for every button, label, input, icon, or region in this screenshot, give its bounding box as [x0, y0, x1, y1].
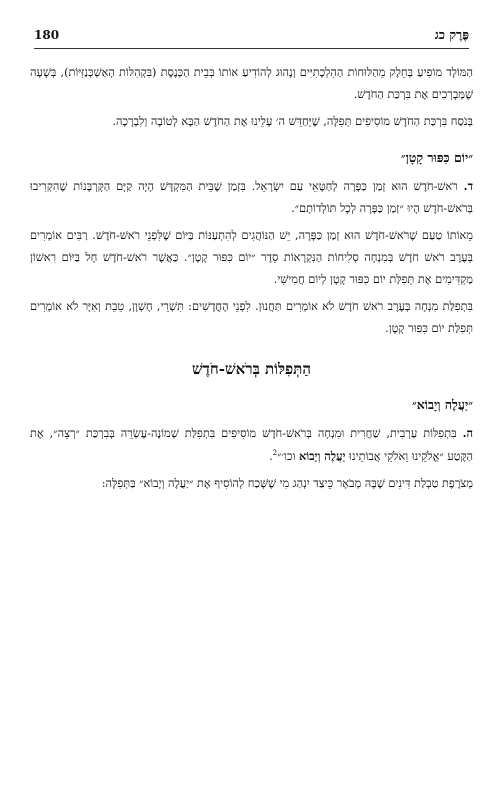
- paragraph-birkat-hachodesh: בְּנֹסַח בִּרְכַּת הַחֹדֶשׁ מוֹסִיפִים תְּפִלָּה, שֶׁיְּחַדֵּשׁ ה׳ עָלֵינוּ אֶת הַחֹדֶשׁ הַבָּא לְטוֹבָה וְלִבְרָכָה.: [112, 115, 473, 128]
- paragraph-period: .: [269, 450, 273, 463]
- paragraph-molad: הַמּוֹלָד מוֹפִיעַ בְּחֵלֶק מֵהַלּוּחוֹת הַהִלְכָתִיִּים וְנָהוּג לְהוֹדִיעַ אוֹתוֹ בְּבֵית הַכְּנֶסֶת (בִּקְהִלּוֹת הָאַשְׁכְּנַזִּיּוֹת), בְּשָׁעָה שֶׁמְּבָרְכִים אֶת בִּרְכַּת הַחֹדֶשׁ.: [30, 66, 473, 101]
- chapter-section-heading: הַתְּפִלּוֹת בְּרֹאשׁ-חֹדֶשׁ: [192, 360, 311, 378]
- paragraph-text: רֹאשׁ-חֹדֶשׁ הוּא זְמַן כַּפָּרָה לְחַטָּאֵי עַם יִשְׂרָאֵל. בִּזְמַן שֶׁבֵּית הַמִּקְדָּשׁ הָיָה קַיָּם הַקָּרְבָּנוֹת שֶׁהִקְרִיבוּ בְּרֹאשׁ-חֹדֶשׁ הָיוּ ״זְמַן כַּפָּרָה לְכָל תּוֹלְדוֹתָם״.: [30, 180, 473, 215]
- paragraph-number: ה.: [462, 426, 474, 440]
- footnote-marker: 2: [272, 449, 278, 458]
- paragraph-text: בִּתְפִלּוֹת עַרְבִית, שַׁחֲרִית וּמִנְחָה בְּרֹאשׁ-חֹדֶשׁ מוֹסִיפִים בִּתְפִלַּת שְׁמוֹנֶה-עֶשְׂרֵה בְּבִרְכַּת ״רְצֵה״, אֶת הַקֶּטַע ״אֱלֹקֵינוּ וֵאלֹקֵי אֲבוֹתֵינוּ: [30, 427, 473, 463]
- chapter-title: פֶּרֶק כג: [434, 27, 469, 42]
- paragraph-mincha: בִּתְפִלַּת מִנְחָה בְּעֶרֶב רֹאשׁ חֹדֶשׁ לֹא אוֹמְרִים תַּחֲנוּן. לִפְנֵי הֶחֳדָשִׁים: תִּשְׁרֵי, חֶשְׁוָן, טֵבֵת וְאִיָּר לֹא אוֹמְרִים תְּפִלַּת יוֹם כִּפּוּר קָטָן.: [30, 300, 473, 335]
- page-body: [30, 62, 473, 500]
- running-header: [34, 26, 469, 49]
- bold-phrase: יַעֲלֶה וְיָבוֹא: [298, 449, 346, 463]
- page-number: 180: [34, 28, 60, 42]
- paragraph-fasting: מֵאוֹתוֹ טַעַם שֶׁרֹאשׁ-חֹדֶשׁ הוּא זְמַן כַּפָּרָה, יֵשׁ הַנּוֹהֲגִים לְהִתְעַנּוֹת בַּיּוֹם שֶׁלִּפְנֵי רֹאשׁ-חֹדֶשׁ. רַבִּים אוֹמְרִים בְּעֶרֶב רֹאשׁ חֹדֶשׁ בְּמִנְחָה סְלִיחוֹת הַנִּקְרָאוֹת סֵדֶר ״יוֹם כִּפּוּר קָטָן״. כַּאֲשֶׁר רֹאשׁ-חֹדֶשׁ חָל בַּיּוֹם רִאשׁוֹן מַקְדִּימִים אֶת תְּפִלַּת יוֹם כִּפּוּר קָטָן לְיוֹם חֲמִישִׁי.: [30, 229, 473, 286]
- section-heading-yaale-veyavo: ״יַעֲלֶה וְיָבוֹא״: [412, 397, 473, 412]
- paragraph-text-end: וכו׳״: [277, 450, 296, 463]
- paragraph-5: [30, 422, 473, 468]
- paragraph-4: [30, 175, 473, 220]
- paragraph-table-intro: מְצֹרֶפֶת טַבְלַת דִּינִים שֶׁבָּהּ מְבֹאָר כֵּיצַד יִנְהַג מִי שֶׁשָּׁכַח לְהוֹסִיף אֶת ״יַעֲלֶה וְיָבוֹא״ בַּתְּפִלָּה:: [101, 477, 473, 490]
- paragraph-number: ד.: [463, 179, 474, 193]
- section-heading-yom-kippur-katan: ״יוֹם כִּפּוּר קָטָן״: [400, 150, 473, 165]
